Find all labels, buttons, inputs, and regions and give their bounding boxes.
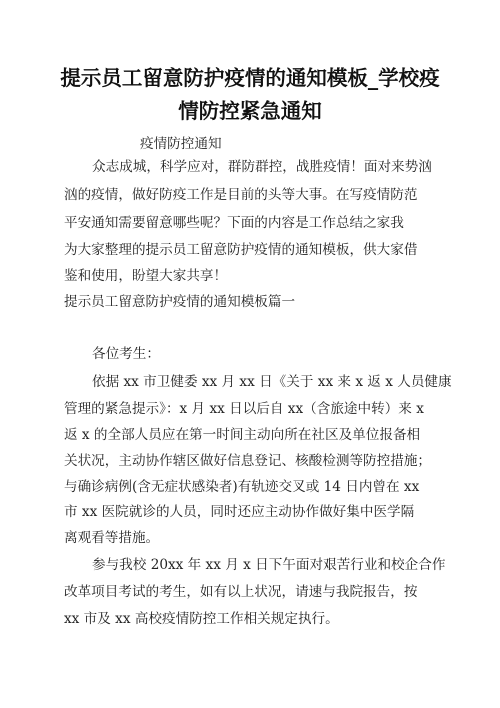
paragraph-line: 为大家整理的提示员工留意防护疫情的通知模板，供大家借 bbox=[64, 242, 418, 258]
paragraph-line: xx 市及 xx 高校疫情防控工作相关规定执行。 bbox=[64, 611, 339, 627]
paragraph-line: 改革项目考试的考生，如有以上状况，请速与我院报告，按 bbox=[64, 584, 418, 600]
paragraph-line: 参与我校 20xx 年 xx 月 x 日下午面对艰苦行业和校企合作 bbox=[92, 557, 446, 573]
paragraph-line: 市 xx 医院就诊的人员，同时还应主动协作做好集中医学隔 bbox=[64, 504, 415, 520]
paragraph-line: 鉴和使用，盼望大家共享！ bbox=[64, 268, 228, 284]
paragraph-line: 与确诊病例(含无症状感染者)有轨迹交叉或 14 日内曾在 xx bbox=[64, 479, 420, 495]
paragraph-line: 管理的紧急提示》：x 月 xx 日以后自 xx（含旅途中转）来 x bbox=[64, 401, 424, 417]
paragraph-line: 平安通知需要留意哪些呢？下面的内容是工作总结之家我 bbox=[64, 215, 404, 231]
title-line: 提示员工留意防护疫情的通知模板_学校疫 bbox=[60, 66, 440, 90]
paragraph-line: 汹的疫情，做好防疫工作是目前的头等大事。在写疫情防范 bbox=[64, 187, 418, 203]
greeting-line: 各位考生： bbox=[92, 346, 160, 362]
paragraph-line: 返 x 的全部人员应在第一时间主动向所在社区及单位报备相 bbox=[64, 427, 421, 443]
document-title bbox=[40, 62, 460, 128]
subsection-heading: 提示员工留意防护疫情的通知模板篇一 bbox=[64, 294, 296, 310]
paragraph-line: 离观看等措施。 bbox=[64, 530, 160, 546]
title-line: 情防控紧急通知 bbox=[178, 99, 322, 123]
paragraph-line: 众志成城，科学应对，群防群控，战胜疫情！面对来势汹 bbox=[92, 159, 432, 175]
paragraph-line: 关状况，主动协作辖区做好信息登记、核酸检测等防控措施； bbox=[64, 453, 432, 469]
section-heading: 疫情防控通知 bbox=[140, 136, 222, 152]
paragraph-line: 依据 xx 市卫健委 xx 月 xx 日《关于 xx 来 x 返 x 人员健康 bbox=[92, 374, 452, 390]
